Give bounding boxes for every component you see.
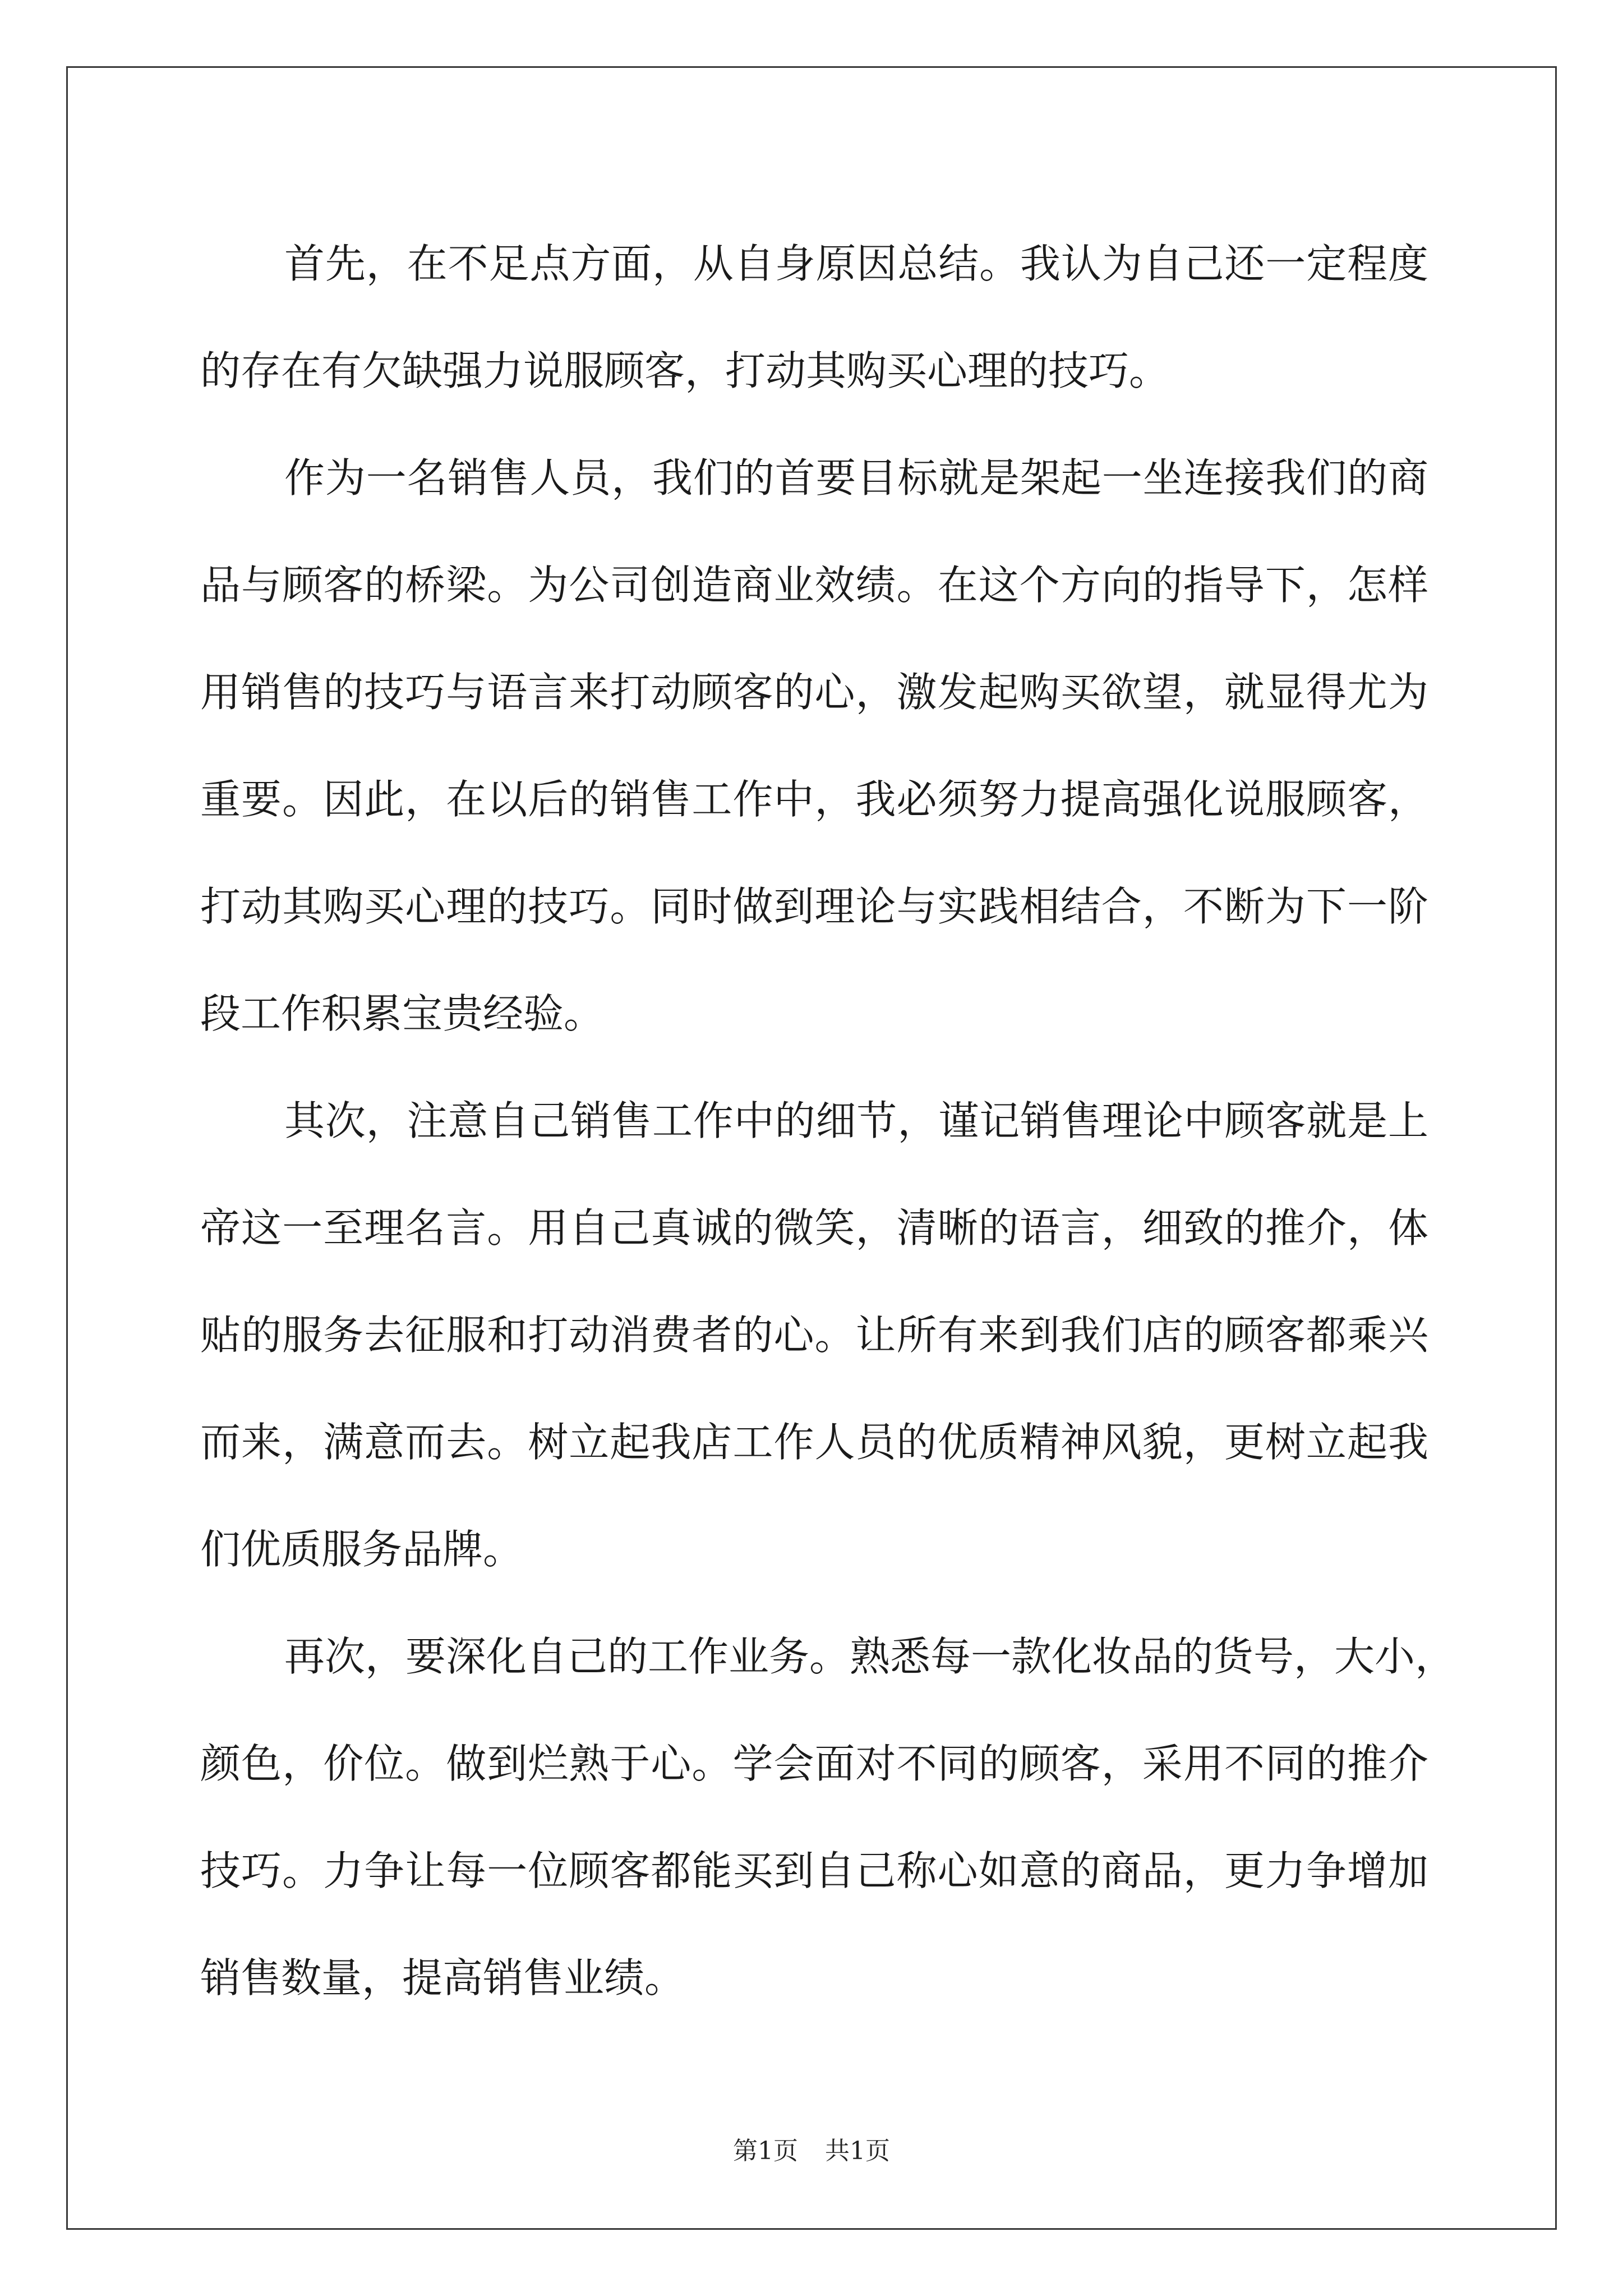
text-line: 技巧。力争让每一位顾客都能买到自己称心如意的商品，更力争增加 xyxy=(200,1847,1428,1894)
text-line: 打动其购买心理的技巧。同时做到理论与实践相结合，不断为下一阶 xyxy=(200,883,1428,930)
text-line: 们优质服务品牌。 xyxy=(200,1526,524,1573)
text-line: 作为一名销售人员，我们的首要目标就是架起一坐连接我们的商 xyxy=(284,454,1428,501)
text-line: 的存在有欠缺强力说服顾客，打动其购买心理的技巧。 xyxy=(200,347,1170,394)
text-line: 用销售的技巧与语言来打动顾客的心，激发起购买欲望，就显得尤为 xyxy=(200,669,1428,716)
text-line: 段工作积累宝贵经验。 xyxy=(200,990,605,1037)
text-line: 品与顾客的桥梁。为公司创造商业效绩。在这个方向的指导下，怎样 xyxy=(200,562,1428,609)
text-line: 重要。因此，在以后的销售工作中，我必须努力提高强化说服顾客， xyxy=(200,776,1428,823)
text-line: 销售数量，提高销售业绩。 xyxy=(200,1954,685,2001)
text-line: 再次，要深化自己的工作业务。熟悉每一款化妆品的货号，大小， xyxy=(284,1633,1456,1680)
paragraph xyxy=(200,1068,1428,1603)
text-line: 贴的服务去征服和打动消费者的心。让所有来到我们店的顾客都乘兴 xyxy=(200,1312,1428,1359)
text-line: 首先，在不足点方面，从自身原因总结。我认为自己还一定程度 xyxy=(284,240,1428,287)
text-line: 颜色，价位。做到烂熟于心。学会面对不同的顾客，采用不同的推介 xyxy=(200,1740,1428,1787)
text-line: 而来，满意而去。树立起我店工作人员的优质精神风貌，更树立起我 xyxy=(200,1419,1428,1466)
text-line: 帝这一至理名言。用自己真诚的微笑，清晰的语言，细致的推介，体 xyxy=(200,1204,1428,1251)
paragraph xyxy=(200,210,1428,425)
document-body xyxy=(200,210,1456,2032)
paragraph xyxy=(200,1603,1456,2032)
page-footer xyxy=(0,2134,1623,2168)
page-total: 共1页 xyxy=(825,2137,890,2165)
text-line: 其次，注意自己销售工作中的细节，谨记销售理论中顾客就是上 xyxy=(284,1097,1428,1144)
page-number: 第1页 xyxy=(733,2137,798,2165)
paragraph xyxy=(200,425,1428,1068)
